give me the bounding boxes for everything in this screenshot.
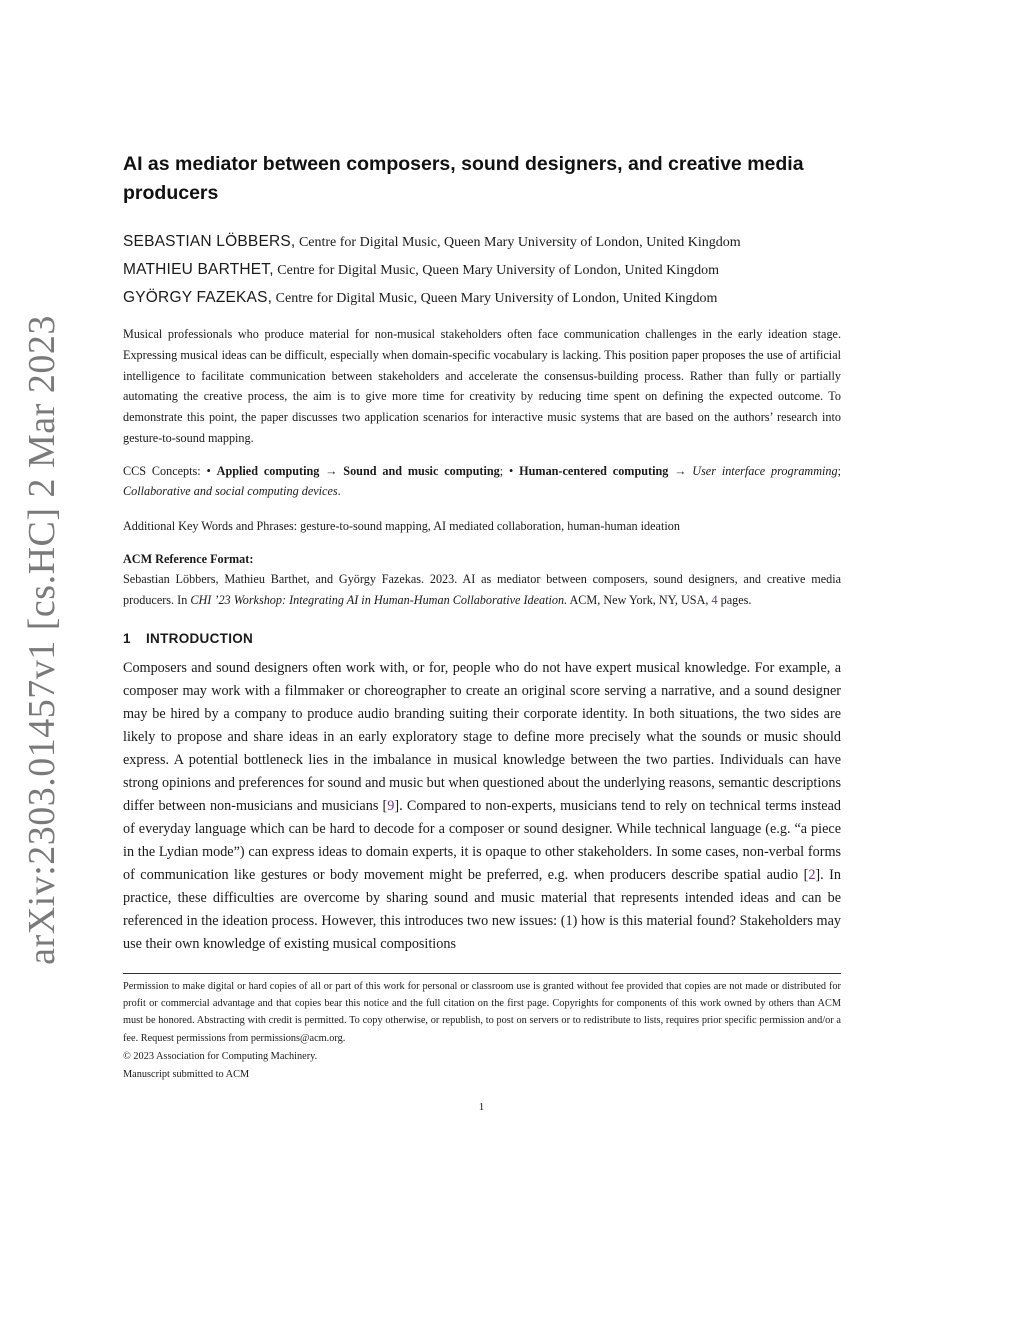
footnote-divider <box>123 973 841 974</box>
author-affiliation: Centre for Digital Music, Queen Mary University of London, United Kingdom <box>273 263 719 278</box>
author-list <box>123 228 841 312</box>
acm-reference-text: pages. <box>717 592 752 607</box>
ccs-separator: ; • <box>499 463 520 478</box>
author-entry <box>123 256 841 284</box>
acm-reference-text: ACM, New York, NY, USA, <box>567 592 712 607</box>
manuscript-notice: Manuscript submitted to ACM <box>123 1069 250 1081</box>
body-text: ]. Compared to non-experts, musicians tend to rely on technical terms instead of everyday language which can be hard to decode for a composer or sound designer. While technical language (e.g. “a piece in the Lydian mode”) can express ideas to domain experts, it is opaque to other stakeholders. In some cases, non-verbal forms of communication like gestures or body movement might be preferred, e.g. when producers describe spatial audio [ <box>123 798 841 884</box>
ccs-concept: Collaborative and social computing devices <box>123 484 338 499</box>
author-affiliation: Centre for Digital Music, Queen Mary University of London, United Kingdom <box>295 235 741 250</box>
permission-notice: Permission to make digital or hard copies of all or part of this work for personal or classroom use is granted without fee provided that copies are not made or distributed for profit or commercial advantage and that copies bear this notice and the full citation on the first page. Copyrights for components of this work owned by others than ACM must be honored. Abstracting with credit is permitted. To copy otherwise, or republish, to post on servers or to redistribute to lists, requires prior specific permission and/or a fee. Request permissions from permissions@acm.org. <box>123 981 841 1044</box>
body-text: ]. In practice, these difficulties are overcome by sharing sound and music material that represents intended ideas and can be referenced in the ideation process. However, this introduces two new issues: (1) how is this material found? Stakeholders may use their own knowledge of existing musical compositions <box>123 867 841 953</box>
copyright-notice: © 2023 Association for Computing Machinery. <box>123 1050 318 1062</box>
acm-reference <box>123 569 841 611</box>
ccs-arrow: → <box>668 463 693 478</box>
ccs-concept: Sound and music computing <box>343 463 500 478</box>
acm-reference-heading: ACM Reference Format: <box>123 551 254 566</box>
ccs-label: CCS Concepts: • <box>123 463 217 478</box>
ccs-concept: Human-centered computing <box>519 463 669 478</box>
keywords: Additional Key Words and Phrases: gesture-to-sound mapping, AI mediated collaboration, human-human ideation <box>123 518 680 533</box>
ccs-concept: Applied computing <box>216 463 320 478</box>
ccs-separator: ; <box>837 463 841 478</box>
paper-page <box>123 150 841 956</box>
page-count-link[interactable]: 4 <box>711 592 718 607</box>
abstract: Musical professionals who produce material for non-musical stakeholders often face communication challenges in the early ideation stage. Expressing musical ideas can be difficult, especially when domain-specific vocabulary is lacking. This position paper proposes the use of artificial intelligence to facilitate communication between stakeholders and accelerate the consensus-building process. Rather than fully or partially automating the creative process, the aim is to give more time for creativity by reducing time spent on defining the expected outcome. To demonstrate this point, the paper discusses two application scenarios for interactive music systems that are based on the authors’ research into gesture-to-sound mapping. <box>123 327 841 445</box>
citation-link[interactable]: 9 <box>387 798 395 815</box>
page-number: 1 <box>478 1101 485 1113</box>
introduction-paragraph <box>123 657 841 956</box>
arxiv-identifier: arXiv:2303.01457v1 [cs.HC] 2 Mar 2023 <box>21 315 63 965</box>
paper-title: AI as mediator between composers, sound designers, and creative media producers <box>123 153 804 204</box>
footnote <box>123 978 841 1083</box>
ccs-arrow: → <box>319 463 344 478</box>
author-name: SEBASTIAN LÖBBERS, <box>123 233 296 250</box>
ccs-concepts <box>123 461 841 502</box>
section-title: INTRODUCTION <box>146 631 254 647</box>
ccs-concept: User interface programming <box>692 463 838 478</box>
author-name: GYÖRGY FAZEKAS, <box>123 289 273 306</box>
section-number: 1 <box>123 631 131 647</box>
section-heading <box>123 629 841 649</box>
acm-reference-venue: CHI ’23 Workshop: Integrating AI in Human-Human Collaborative Ideation. <box>190 592 568 607</box>
acm-reference-text: Sebastian Löbbers, Mathieu Barthet, and György Fazekas. 2023. AI as mediator between composers, sound designers, and creative media producers. In <box>123 571 841 607</box>
citation-link[interactable]: 2 <box>808 867 816 884</box>
author-entry <box>123 284 841 312</box>
body-text: Composers and sound designers often work with, or for, people who do not have expert musical knowledge. For example, a composer may work with a filmmaker or choreographer to create an original score serving a narrative, and a sound designer may be hired by a company to produce audio branding suiting their corporate identity. In both situations, the two sides are likely to propose and share ideas in an early exploratory stage to define more precisely what the sounds or music should express. A potential bottleneck lies in the imbalance in musical knowledge between the two parties. Individuals can have strong opinions and preferences for sound and music but when questioned about the underlying reasons, semantic descriptions differ between non-musicians and musicians [ <box>123 660 841 815</box>
author-entry <box>123 228 841 256</box>
author-affiliation: Centre for Digital Music, Queen Mary University of London, United Kingdom <box>272 291 718 306</box>
author-name: MATHIEU BARTHET, <box>123 261 274 278</box>
ccs-end: . <box>337 484 341 499</box>
